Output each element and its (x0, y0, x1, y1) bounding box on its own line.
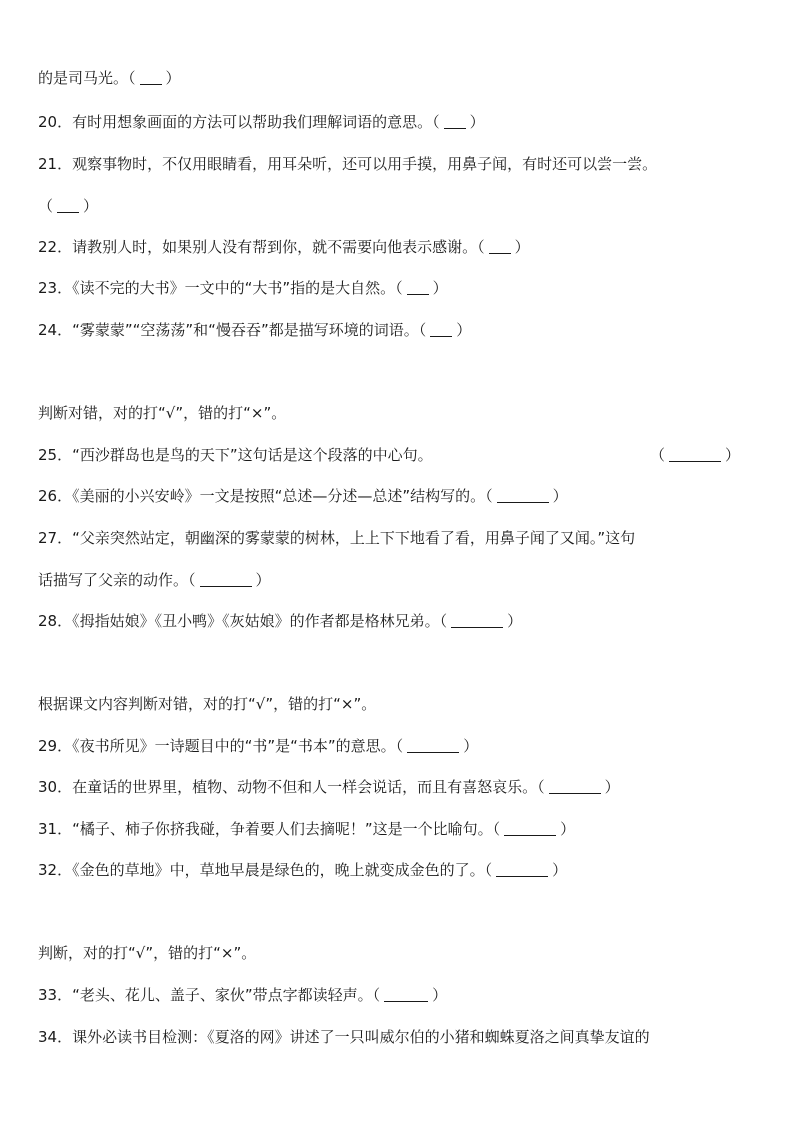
question-21: 21．观察事物时，不仅用眼睛看，用耳朵听，还可以用手摸，用鼻子闻，有时还可以尝一尝。 (38, 155, 658, 173)
question-20: 20．有时用想象画面的方法可以帮助我们理解词语的意思。（ ） (38, 113, 485, 131)
section-heading-2: 根据课文内容判断对错，对的打“√”，错的打“×”。 (38, 695, 377, 713)
question-24: 24．“雾蒙蒙”“空荡荡”和“慢吞吞”都是描写环境的词语。（ ） (38, 321, 472, 339)
question-27-cont: 话描写了父亲的动作。（ ） (38, 571, 271, 589)
question-25: 25．“西沙群岛也是鸟的天下”这句话是这个段落的中心句。 （ ） (38, 446, 741, 464)
answer-blank-22[interactable] (489, 239, 511, 254)
answer-blank-23[interactable] (407, 280, 429, 295)
answer-blank-32[interactable] (496, 862, 548, 877)
answer-paren-25: （ ） (650, 446, 741, 464)
answer-blank-27[interactable] (200, 572, 252, 587)
section-heading-3: 判断，对的打“√”，错的打“×”。 (38, 944, 257, 962)
question-32: 32．《金色的草地》中，草地早晨是绿色的，晚上就变成金色的了。（ ） (38, 861, 568, 879)
answer-blank-20[interactable] (444, 114, 466, 129)
question-34: 34．课外必读书目检测：《夏洛的网》讲述了一只叫威尔伯的小猪和蜘蛛夏洛之间真挚友谊的 (38, 1028, 650, 1046)
answer-blank-19[interactable] (140, 70, 162, 85)
answer-blank-21[interactable] (57, 198, 79, 213)
answer-blank-30[interactable] (549, 779, 601, 794)
question-21-answer: （ ） (38, 197, 99, 215)
answer-blank-31[interactable] (504, 821, 556, 836)
question-33: 33．“老头、花儿、盖子、家伙”带点字都读轻声。（ ） (38, 986, 448, 1004)
question-22: 22．请教别人时，如果别人没有帮到你，就不需要向他表示感谢。（ ） (38, 238, 530, 256)
answer-blank-33[interactable] (384, 987, 428, 1002)
answer-blank-25[interactable] (669, 447, 721, 462)
question-19-end: 的是司马光。（ ） (38, 69, 181, 87)
answer-blank-29[interactable] (407, 738, 459, 753)
question-31: 31．“橘子、柿子你挤我碰，争着要人们去摘呢！”这是一个比喻句。（ ） (38, 820, 576, 838)
question-23: 23．《读不完的大书》一文中的“大书”指的是大自然。（ ） (38, 279, 448, 297)
question-26: 26．《美丽的小兴安岭》一文是按照“总述—分述—总述”结构写的。（ ） (38, 487, 568, 505)
question-29: 29．《夜书所见》一诗题目中的“书”是“书本”的意思。（ ） (38, 737, 479, 755)
answer-blank-28[interactable] (451, 613, 503, 628)
question-28: 28．《拇指姑娘》《丑小鸭》《灰姑娘》的作者都是格林兄弟。（ ） (38, 612, 523, 630)
section-heading-1: 判断对错，对的打“√”，错的打“×”。 (38, 404, 287, 422)
question-30: 30．在童话的世界里，植物、动物不但和人一样会说话，而且有喜怒哀乐。（ ） (38, 778, 620, 796)
answer-blank-24[interactable] (430, 322, 452, 337)
question-27: 27．“父亲突然站定，朝幽深的雾蒙蒙的树林，上上下下地看了看，用鼻子闻了又闻。”这句 (38, 529, 636, 547)
answer-blank-26[interactable] (497, 488, 549, 503)
